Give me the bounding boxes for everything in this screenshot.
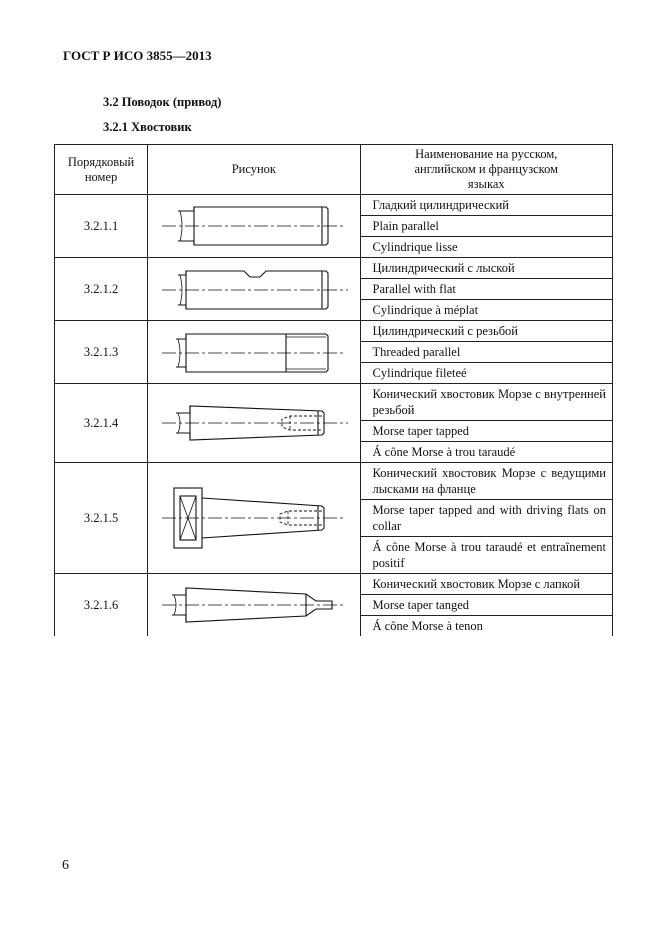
term-fr: Á cône Morse à trou taraudé et entraînement positif	[372, 540, 606, 570]
table-row	[55, 321, 613, 384]
row-number: 3.2.1.3	[55, 321, 148, 384]
row-number: 3.2.1.1	[55, 195, 148, 258]
table-header-row	[55, 145, 613, 195]
term-names	[360, 574, 612, 637]
figure-threaded-parallel-shank	[148, 321, 360, 384]
term-ru: Конический хвостовик Морзе с внутренней резьбой	[361, 384, 612, 421]
term-names	[360, 195, 612, 258]
table-row	[55, 258, 613, 321]
table-row	[55, 195, 613, 258]
term-ru: Конический хвостовик Морзе с ведущими лысками на фланце	[361, 463, 612, 500]
term-names	[360, 384, 612, 463]
term-ru: Цилиндрический с резьбой	[361, 321, 612, 342]
term-en: Plain parallel	[361, 216, 612, 237]
term-fr: Cylindrique à méplat	[372, 303, 479, 317]
row-number: 3.2.1.6	[55, 574, 148, 637]
header-names: Наименование на русском, английском и французском языках	[360, 145, 612, 195]
term-en: Morse taper tapped	[361, 421, 612, 442]
term-ru: Цилиндрический с лыской	[361, 258, 612, 279]
term-en: Parallel with flat	[361, 279, 612, 300]
term-fr: Á cône Morse à trou taraudé	[372, 445, 516, 459]
document-code: ГОСТ Р ИСО 3855—2013	[63, 48, 212, 63]
term-en: Morse taper tapped and with driving flats on collar	[361, 500, 612, 537]
terms-table	[54, 144, 613, 636]
term-names	[360, 321, 612, 384]
term-ru: Гладкий цилиндрический	[361, 195, 612, 216]
term-en: Morse taper tanged	[361, 595, 612, 616]
table-row	[55, 463, 613, 574]
row-number: 3.2.1.4	[55, 384, 148, 463]
term-fr: Á cône Morse à tenon	[372, 619, 483, 633]
table-row	[55, 384, 613, 463]
term-fr: Cylindrique lisse	[372, 240, 458, 254]
term-names	[360, 463, 612, 574]
header-pic: Рисунок	[148, 145, 360, 195]
figure-parallel-with-flat-shank	[148, 258, 360, 321]
term-en: Threaded parallel	[361, 342, 612, 363]
figure-morse-taper-tanged	[148, 574, 360, 637]
figure-morse-taper-tapped	[148, 384, 360, 463]
row-number: 3.2.1.5	[55, 463, 148, 574]
header-num: Порядковый номер	[55, 145, 148, 195]
term-fr: Cylindrique fileteé	[372, 366, 467, 380]
figure-morse-taper-driving-flats	[148, 463, 360, 574]
table-row	[55, 574, 613, 637]
row-number: 3.2.1.2	[55, 258, 148, 321]
page-number: 6	[62, 858, 69, 873]
term-ru: Конический хвостовик Морзе с лапкой	[361, 574, 612, 595]
section-heading-3-2: 3.2 Поводок (привод)	[103, 95, 222, 109]
figure-plain-parallel-shank	[148, 195, 360, 258]
section-heading-3-2-1: 3.2.1 Хвостовик	[103, 120, 192, 134]
term-names	[360, 258, 612, 321]
